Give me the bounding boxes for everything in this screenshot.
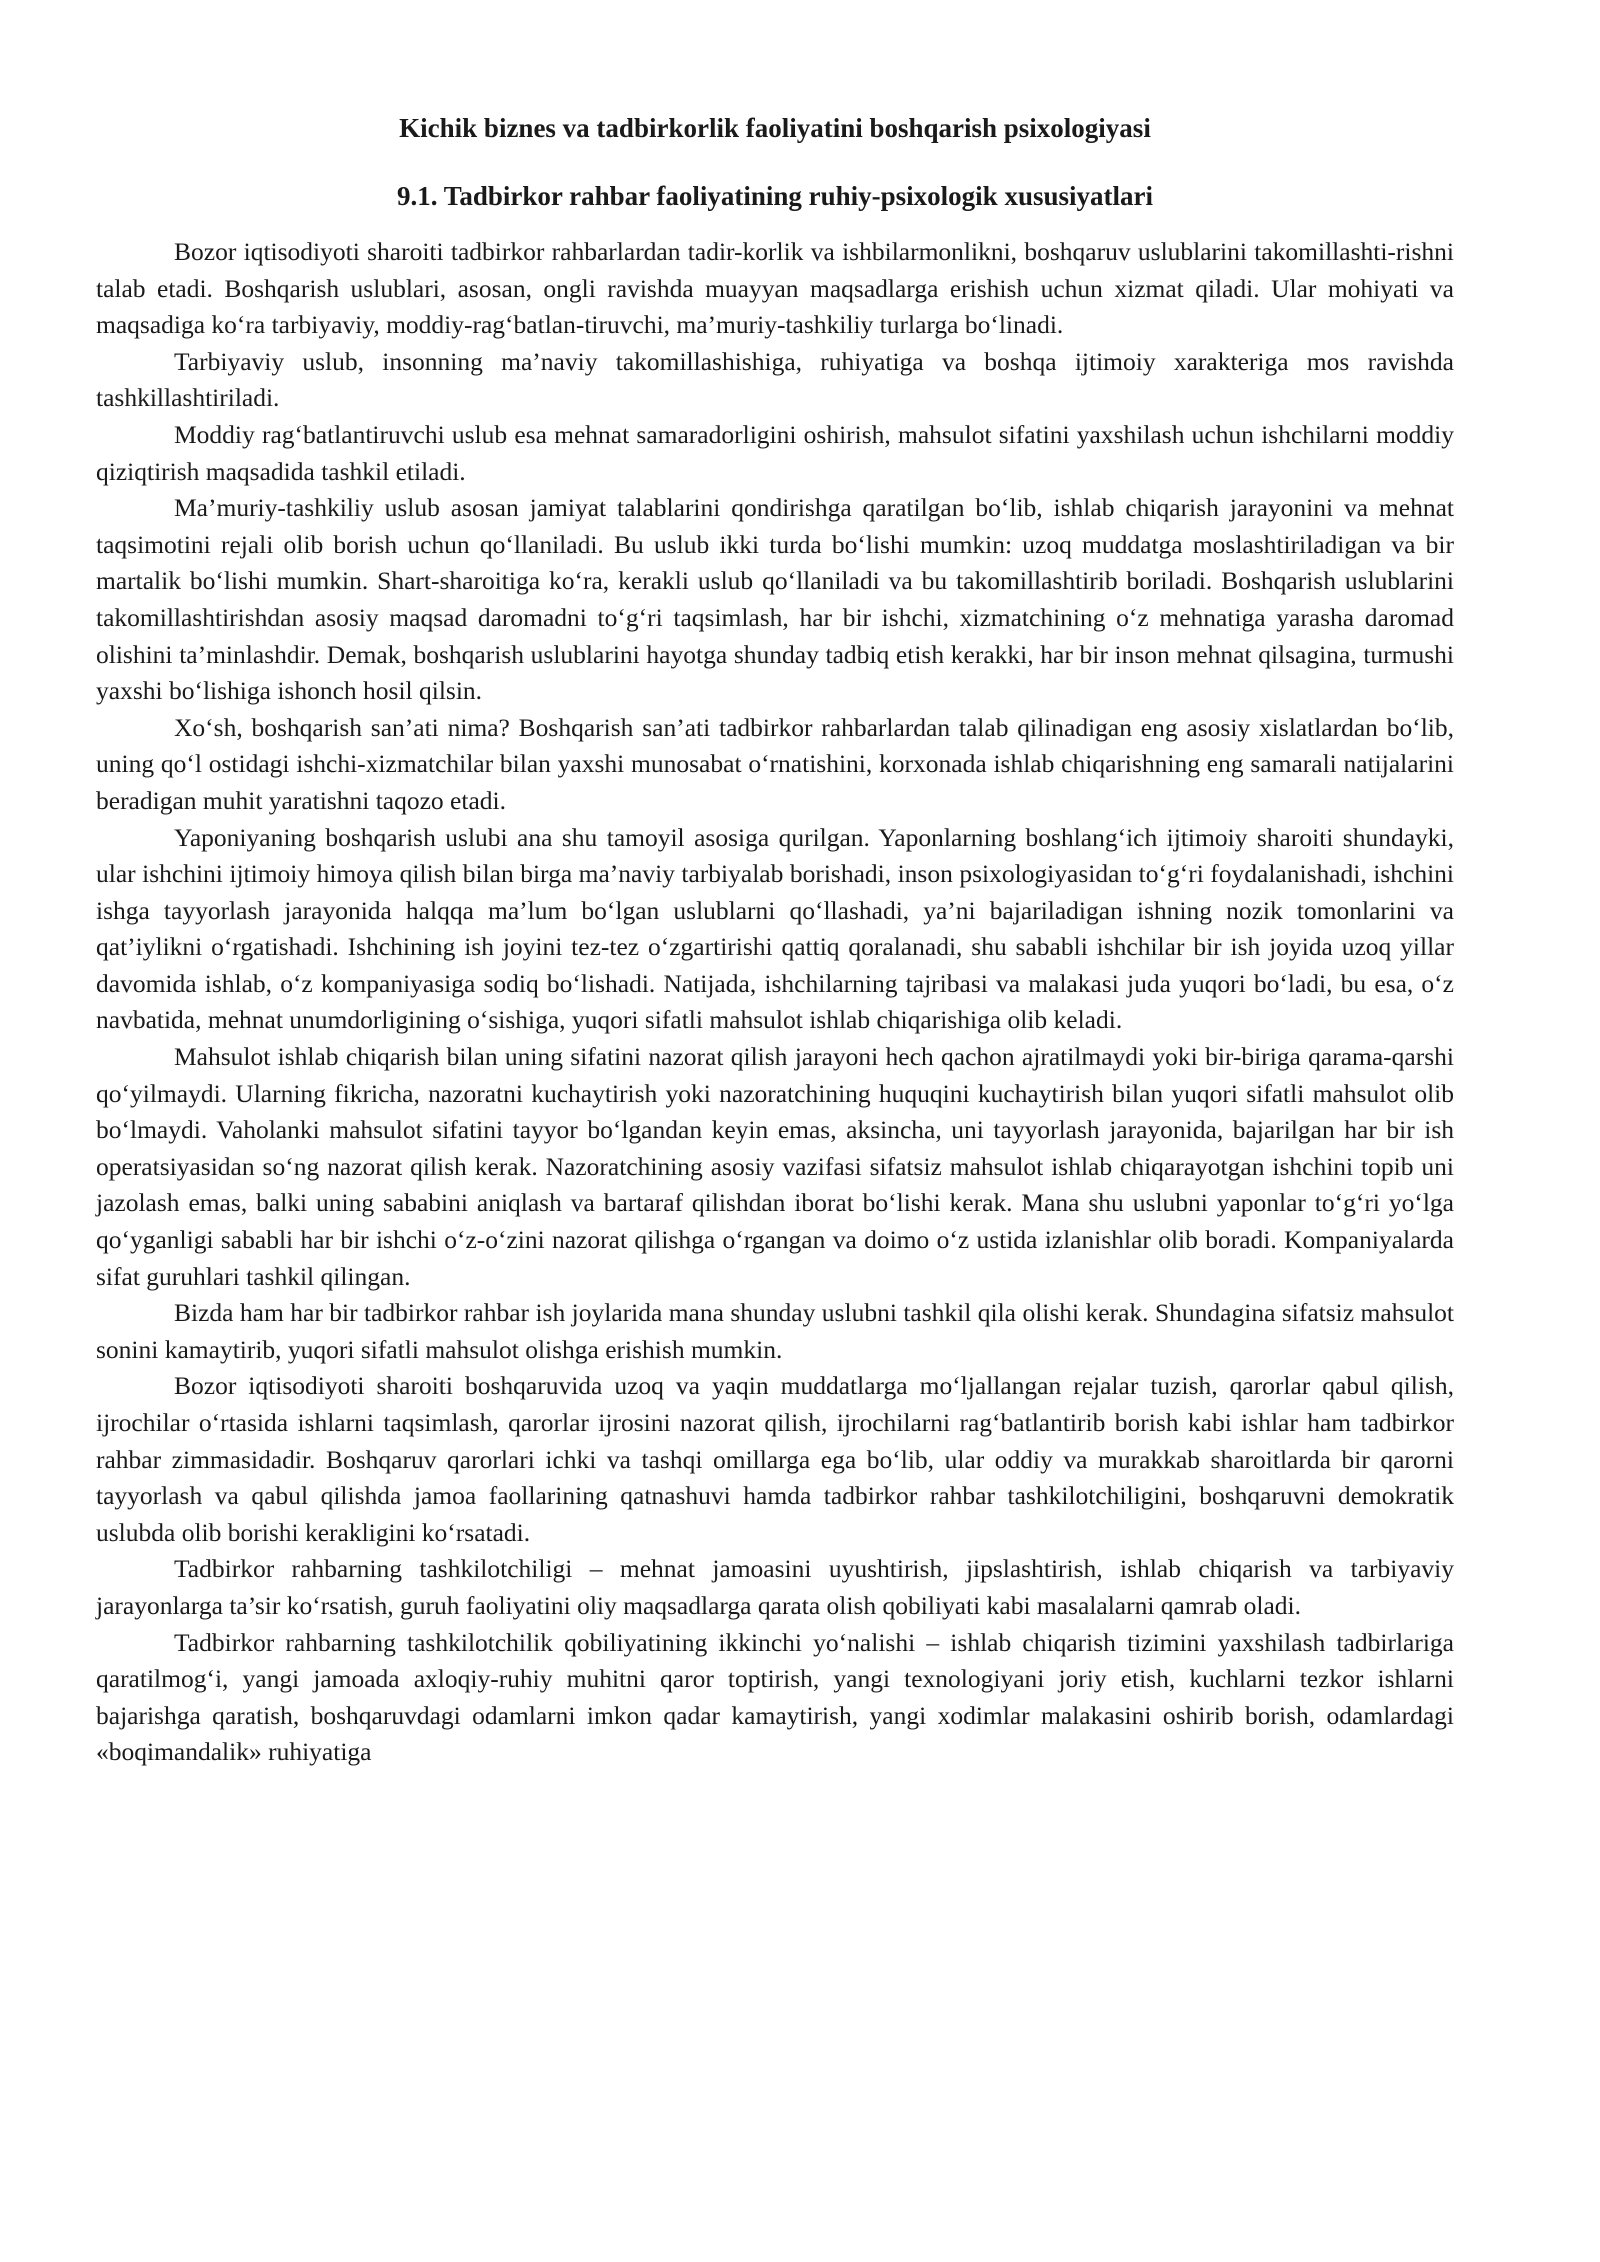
paragraph: Tadbirkor rahbarning tashkilotchiligi – mehnat jamoasini uyushtirish, jipslashtirish, ishlab chiqarish va tarbiyaviy jarayonlarga ta’sir ko‘rsatish, guruh faoliyatini oliy maqsadlarga qarata olish qobiliyati kabi masalalarni qamrab oladi. [96, 1554, 1454, 1620]
paragraph: Mahsulot ishlab chiqarish bilan uning sifatini nazorat qilish jarayoni hech qachon ajratilmaydi yoki bir-biriga qarama-qarshi qo‘yilmaydi. Ularning fikricha, nazoratni kuchaytirish yoki nazoratchining huquqini kuchaytirish bilan yuqori sifatli mahsulot olib bo‘lmaydi. Vaholanki mahsulot sifatini tayyor bo‘lgandan keyin emas, aksincha, uni tayyorlash jarayonida, bajarilgan har bir ish operatsiyasidan so‘ng nazorat qilish kerak. Nazoratchining asosiy vazifasi sifatsiz mahsulot ishlab chiqarayotgan ishchini topib uni jazolash emas, balki uning sababini aniqlash va bartaraf qilishdan iborat bo‘lishi kerak. Mana shu uslubni yaponlar to‘g‘ri yo‘lga qo‘yganligi sababli har bir ishchi o‘z-o‘zini nazorat qilishga o‘rgangan va doimo o‘z ustida izlanishlar olib boradi. Kompaniyalarda sifat guruhlari tashkil qilingan. [96, 1042, 1454, 1291]
section-title: 9.1. Tadbirkor rahbar faoliyatining ruhiy-psixologik xususiyatlari [397, 181, 1153, 211]
paragraph: Ma’muriy-tashkiliy uslub asosan jamiyat talablarini qondirishga qaratilgan bo‘lib, ishlab chiqarish jarayonini va mehnat taqsimotini rejali olib borish uchun qo‘llaniladi. Bu uslub ikki turda bo‘lishi mumkin: uzoq muddatga moslashtiriladigan va bir martalik bo‘lishi mumkin. Shart-sharoitiga ko‘ra, kerakli uslub qo‘llaniladi va bu takomillashtirib boriladi. Boshqarish uslublarini takomillashtirishdan asosiy maqsad daromadni to‘g‘ri taqsimlash, har bir ishchi, xizmatchining o‘z mehnatiga yarasha daromad olishini ta’minlashdir. Demak, boshqarish uslublarini hayotga shunday tadbiq etish kerakki, har bir inson mehnat qilsagina, turmushi yaxshi bo‘lishiga ishonch hosil qilsin. [96, 493, 1454, 706]
paragraph: Tarbiyaviy uslub, insonning ma’naviy takomillashishiga, ruhiyatiga va boshqa ijtimoiy xarakteriga mos ravishda tashkillashtiriladi. [96, 346, 1454, 413]
paragraph: Bozor iqtisodiyoti sharoiti boshqaruvida uzoq va yaqin muddatlarga mo‘ljallangan rejalar tuzish, qarorlar qabul qilish, ijrochilar o‘rtasida ishlarni taqsimlash, qarorlar ijrosini nazorat qilish, ijrochilarni rag‘batlantirib borish kabi ishlar ham tadbirkor rahbar zimmasidadir. Boshqaruv qarorlari ichki va tashqi omillarga ega bo‘lib, ular oddiy va murakkab sharoitlarda bir qarorni tayyorlash va qabul qilishda jamoa faollarining qatnashuvi hamda tadbirkor rahbar tashkilotchiligini, boshqaruvni demokratik uslubda olib borishi kerakligini ko‘rsatadi. [96, 1371, 1454, 1547]
paragraph: Bozor iqtisodiyoti sharoiti tadbirkor rahbarlardan tadir-korlik va ishbilarmonlikni, boshqaruv uslublarini takomillashti-rishni talab etadi. Boshqarish uslublari, asosan, ongli ravishda muayyan maqsadlarga erishish uchun xizmat qiladi. Ular mohiyati va maqsadiga ko‘ra tarbiyaviy, moddiy-rag‘batlan-tiruvchi, ma’muriy-tashkiliy turlarga bo‘linadi. [96, 237, 1454, 340]
paragraph: Tadbirkor rahbarning tashkilotchilik qobiliyatining ikkinchi yo‘nalishi – ishlab chiqarish tizimini yaxshilash tadbirlariga qaratilmog‘i, yangi jamoada axloqiy-ruhiy muhitni qaror toptirish, yangi texnologiyani joriy etish, kuchlarni tezkor ishlarni bajarishga qaratish, boshqaruvdagi odamlarni imkon qadar kamaytirish, yangi xodimlar malakasini oshirib borish, odamlardagi «boqimandalik» ruhiyatiga [96, 1627, 1454, 1767]
paragraph: Xo‘sh, boshqarish san’ati nima? Boshqarish san’ati tadbirkor rahbarlardan talab qilinadigan eng asosiy xislatlardan bo‘lib, uning qo‘l ostidagi ishchi-xizmatchilar bilan yaxshi munosabat o‘rnatishini, korxonada ishlab chiqarishning eng samarali natijalarini beradigan muhit yaratishni taqozo etadi. [96, 712, 1454, 815]
document-title: Kichik biznes va tadbirkorlik faoliyatini boshqarish psixologiyasi [399, 113, 1151, 143]
document-page [96, 110, 1454, 1771]
document-body [96, 234, 1454, 1771]
paragraph: Moddiy rag‘batlantiruvchi uslub esa mehnat samaradorligini oshirish, mahsulot sifatini yaxshilash uchun ishchilarni moddiy qiziqtirish maqsadida tashkil etiladi. [96, 419, 1454, 486]
paragraph: Bizda ham har bir tadbirkor rahbar ish joylarida mana shunday uslubni tashkil qila olishi kerak. Shundagina sifatsiz mahsulot sonini kamaytirib, yuqori sifatli mahsulot olishga erishish mumkin. [96, 1298, 1454, 1364]
paragraph: Yaponiyaning boshqarish uslubi ana shu tamoyil asosiga qurilgan. Yaponlarning boshlang‘ich ijtimoiy sharoiti shundayki, ular ishchini ijtimoiy himoya qilish bilan birga ma’naviy tarbiyalab borishadi, inson psixologiyasidan to‘g‘ri foydalanishadi, ishchini ishga tayyorlash jarayonida halqqa ma’lum bo‘lgan uslublarni qo‘llashadi, ya’ni bajariladigan ishning nozik tomonlarini va qat’iylikni o‘rgatishadi. Ishchining ish joyini tez-tez o‘zgartirishi qattiq qoralanadi, shu sababli ishchilar bir ish joyida uzoq yillar davomida ishlab, o‘z kompaniyasiga sodiq bo‘lishadi. Natijada, ishchilarning tajribasi va malakasi juda yuqori bo‘ladi, bu esa, o‘z navbatida, mehnat unumdorligining o‘sishiga, yuqori sifatli mahsulot ishlab chiqarishiga olib keladi. [96, 822, 1454, 1035]
